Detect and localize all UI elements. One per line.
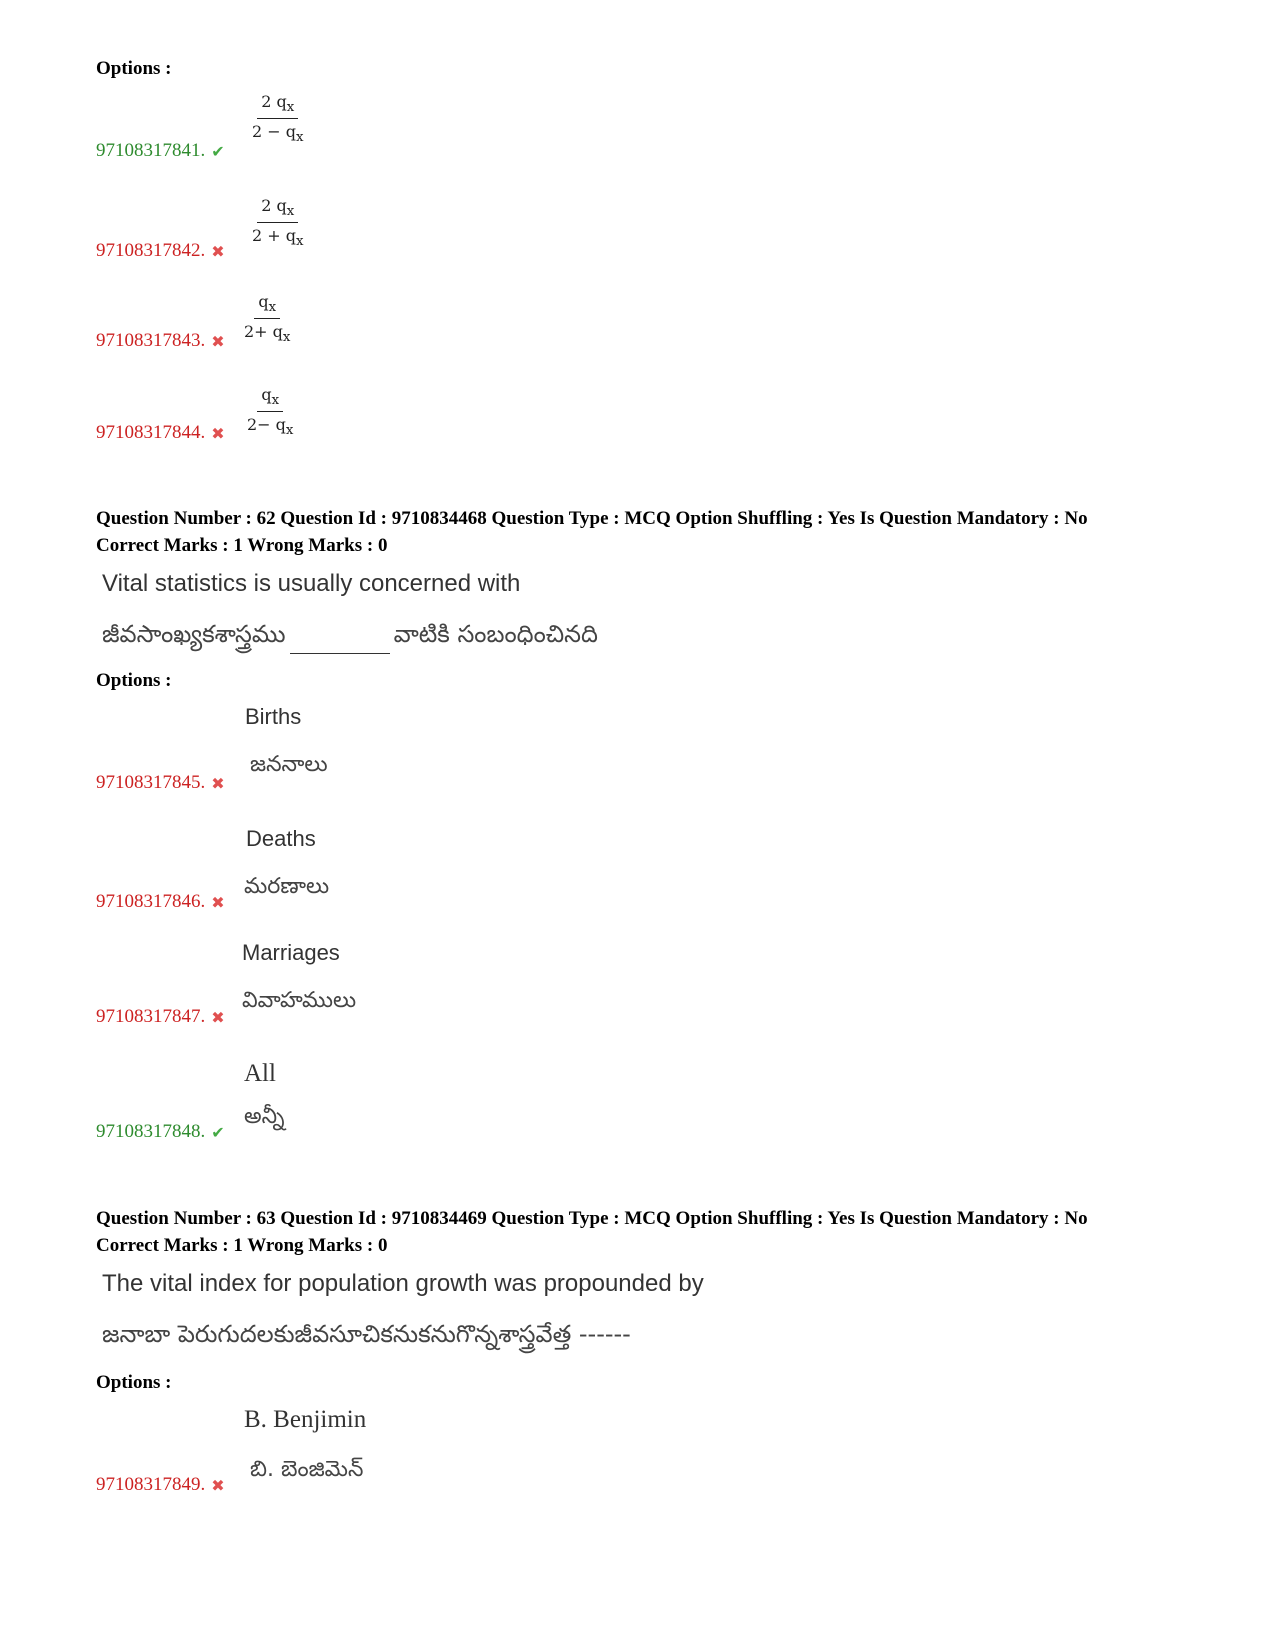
question-marks: Correct Marks : 1 Wrong Marks : 0 xyxy=(96,1235,388,1256)
question-text-te: జీవసాంఖ్యకశాస్త్రము వాటికి సంబంధించినది xyxy=(102,620,598,654)
option-text-en: Deaths xyxy=(246,826,316,851)
option-id: 97108317848. ✔ xyxy=(96,1121,225,1142)
check-icon: ✔ xyxy=(211,141,225,161)
option-text-te: మరణాలు xyxy=(244,874,330,899)
option-text-te: బి. బెంజిమెన్ xyxy=(250,1457,364,1482)
option-text-en: All xyxy=(244,1060,276,1087)
option-id: 97108317841. ✔ xyxy=(96,140,225,161)
option-id: 97108317846. ✖ xyxy=(96,891,225,912)
option-formula: $\frac{q_x}{2+ q_x}$ xyxy=(244,292,291,346)
option-text-te: వివాహములు xyxy=(242,988,357,1013)
option-text-en: Births xyxy=(245,704,302,729)
cross-icon: ✖ xyxy=(211,892,225,912)
cross-icon: ✖ xyxy=(211,423,225,443)
question-text-en: Vital statistics is usually concerned with xyxy=(102,570,521,597)
question-marks: Correct Marks : 1 Wrong Marks : 0 xyxy=(96,535,388,556)
option-text-te: జననాలు xyxy=(250,752,328,777)
option-text-te: అన్నీ xyxy=(244,1104,285,1129)
option-id: 97108317845. ✖ xyxy=(96,772,225,793)
question-text-te: జనాబా పెరుగుదలకుజీవసూచికనుకనుగొన్నశాస్త్రవేత్త ------ xyxy=(102,1320,631,1348)
option-formula: $\frac{q_x}{2- q_x}$ xyxy=(247,385,294,439)
option-id: 97108317844. ✖ xyxy=(96,422,225,443)
question-text-en: The vital index for population growth was propounded by xyxy=(102,1270,704,1297)
cross-icon: ✖ xyxy=(211,1007,225,1027)
question-header: Question Number : 62 Question Id : 9710834468 Question Type : MCQ Option Shuffling : Yes Is Question Mandatory : No xyxy=(96,508,1088,529)
option-formula: $\frac{2 q_x}{2 - q_x}$ xyxy=(252,92,304,146)
options-label: Options : xyxy=(96,58,172,79)
option-id: 97108317847. ✖ xyxy=(96,1006,225,1027)
question-header: Question Number : 63 Question Id : 9710834469 Question Type : MCQ Option Shuffling : Yes Is Question Mandatory : No xyxy=(96,1208,1088,1229)
cross-icon: ✖ xyxy=(211,241,225,261)
answer-blank xyxy=(290,653,390,654)
option-formula: $\frac{2 q_x}{2 + q_x}$ xyxy=(252,196,304,250)
option-text-en: B. Benjimin xyxy=(244,1406,367,1433)
cross-icon: ✖ xyxy=(211,773,225,793)
option-id: 97108317842. ✖ xyxy=(96,240,225,261)
cross-icon: ✖ xyxy=(211,331,225,351)
check-icon: ✔ xyxy=(211,1122,225,1142)
option-id: 97108317843. ✖ xyxy=(96,330,225,351)
option-text-en: Marriages xyxy=(242,940,340,965)
cross-icon: ✖ xyxy=(211,1475,225,1495)
option-id: 97108317849. ✖ xyxy=(96,1474,225,1495)
options-label: Options : xyxy=(96,670,172,691)
options-label: Options : xyxy=(96,1372,172,1393)
